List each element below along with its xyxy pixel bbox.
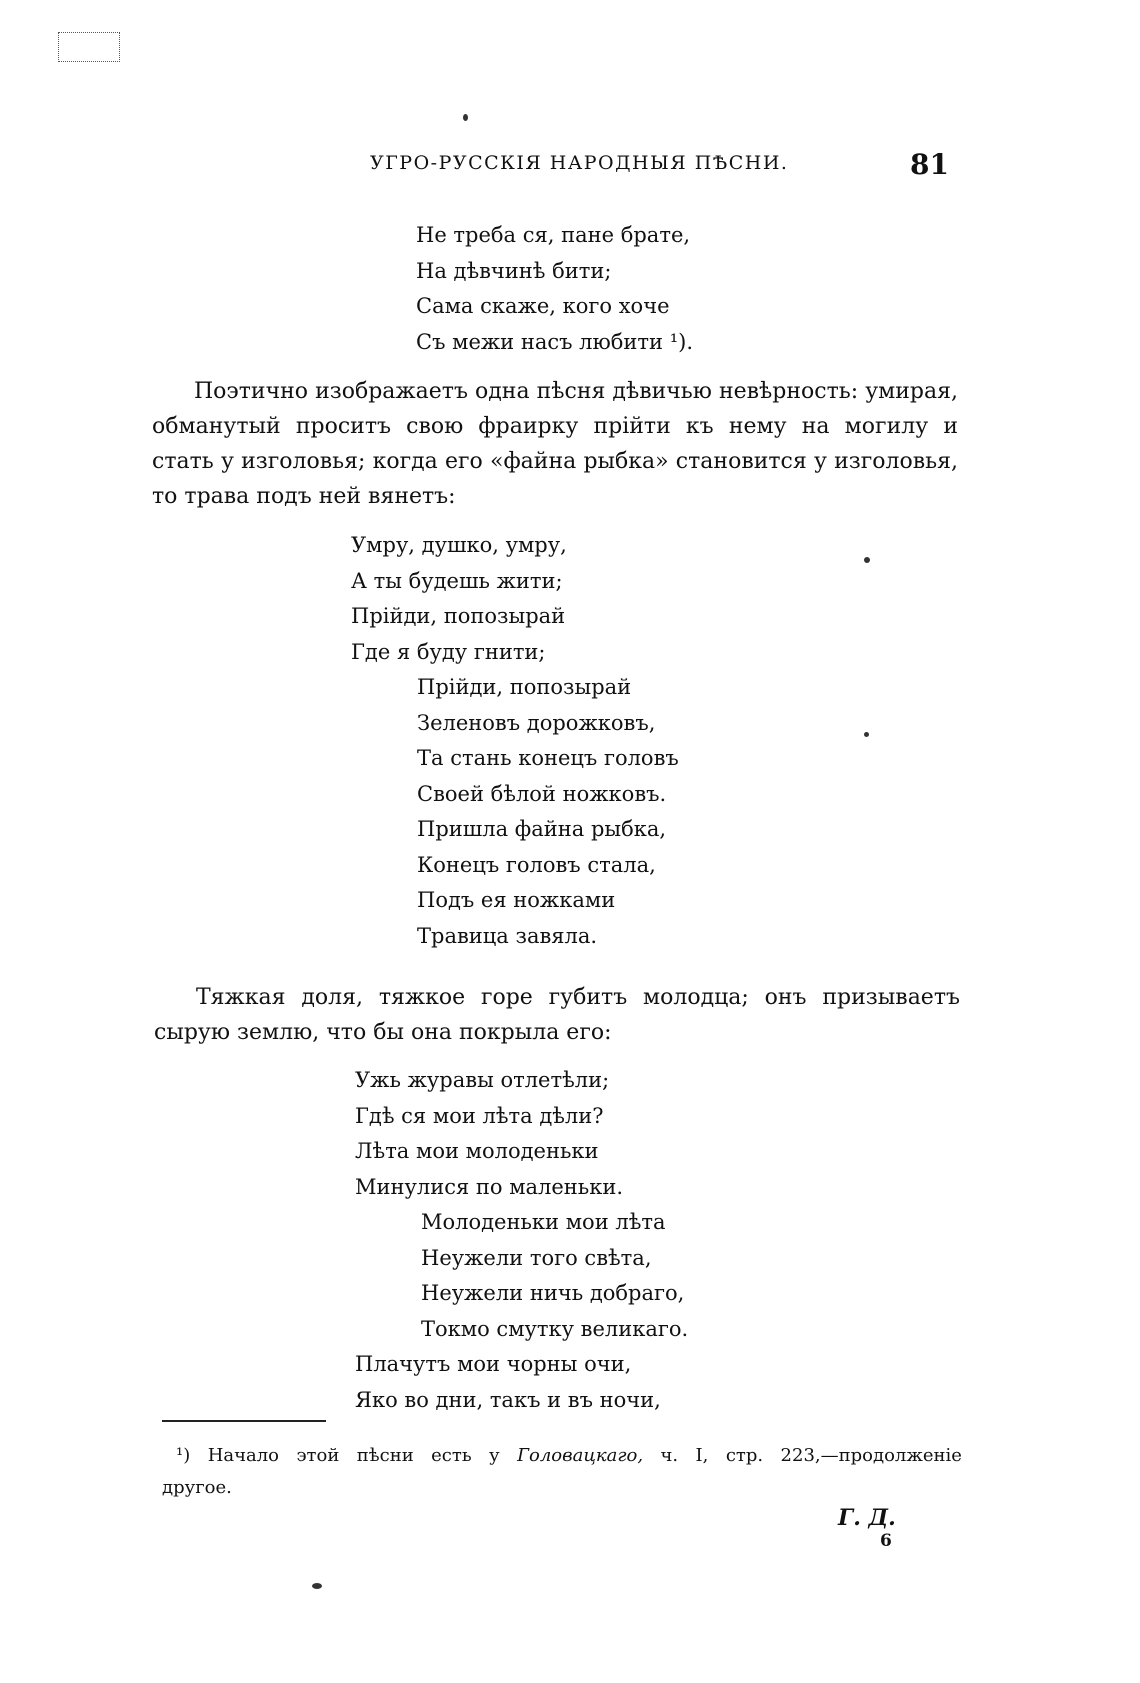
- paragraph-line: то трава подъ ней вянетъ:: [152, 484, 456, 509]
- footnote-line: [162, 1440, 962, 1472]
- verse-line: Конецъ головъ стала,: [417, 852, 656, 877]
- paragraph-2: [154, 980, 960, 1050]
- verse-line: Токмо смутку великаго.: [421, 1316, 689, 1341]
- paragraph-line: стать у изголовья; когда его «файна рыбка» становится у изголовья,: [152, 449, 958, 474]
- ink-speck: [312, 1583, 322, 1589]
- verse-line: Подъ ея ножками: [417, 888, 616, 912]
- paragraph-line: Поэтично изображаетъ одна пѣсня дѣвичью невѣрность: умирая,: [194, 379, 958, 404]
- verse-line: Неужели ничь добраго,: [421, 1281, 685, 1305]
- verse-line: Своей бѣлой ножковъ.: [417, 781, 667, 806]
- verse-line: Зеленовъ дорожковъ,: [417, 710, 656, 735]
- verse-line: Пришла файна рыбка,: [417, 817, 667, 841]
- signature-initials: Г. Д.: [838, 1505, 896, 1531]
- verse-line: Гдѣ ся мои лѣта дѣли?: [355, 1103, 604, 1128]
- verse-line: Ужь журавы отлетѣли;: [355, 1068, 610, 1092]
- footnote-rule: [162, 1420, 326, 1422]
- verse-line: Не треба ся, пане брате,: [416, 223, 691, 247]
- verse-line: А ты будешь жити;: [351, 568, 563, 593]
- verse-stanza-2: [351, 528, 679, 954]
- verse-line: Прійди, попозырай: [417, 675, 632, 699]
- footnote-text: Начало этой пѣсни есть у: [207, 1445, 500, 1466]
- verse-line: Сама скаже, кого хоче: [416, 294, 670, 318]
- verse-line: Где я буду гнити;: [351, 639, 546, 664]
- footnote-mark: ¹): [176, 1445, 191, 1466]
- footnote-author: Головацкаго,: [517, 1445, 644, 1466]
- scan-artifact: [58, 32, 120, 62]
- verse-line: Съ межи насъ любити ¹).: [416, 329, 694, 354]
- verse-line: Прійди, попозырай: [351, 604, 566, 628]
- verse-line: Молоденьки мои лѣта: [421, 1210, 666, 1234]
- footnote-line: другое.: [162, 1477, 232, 1498]
- footnote: [162, 1440, 962, 1504]
- paragraph-line: Тяжкая доля, тяжкое горе губитъ молодца; онъ призываетъ: [196, 985, 960, 1010]
- verse-line: Яко во дни, такъ и въ ночи,: [355, 1387, 661, 1412]
- sheet-number: 6: [880, 1531, 892, 1551]
- page-number: 81: [910, 148, 949, 181]
- ink-speck: [864, 557, 870, 563]
- footnote-text: ч. I, стр. 223,—продолженіе: [660, 1445, 962, 1466]
- ink-speck: [864, 732, 869, 737]
- verse-line: Минулися по маленьки.: [355, 1174, 624, 1199]
- ink-speck: [463, 114, 468, 121]
- verse-stanza-3: [355, 1063, 688, 1418]
- verse-line: Та стань конецъ головъ: [417, 746, 679, 770]
- running-title: УГРО-РУССКІЯ НАРОДНЫЯ ПѢСНИ.: [370, 152, 789, 174]
- paragraph-line: сырую землю, что бы она покрыла его:: [154, 1020, 612, 1045]
- paragraph-1: [152, 374, 958, 514]
- verse-line: Плачутъ мои чорны очи,: [355, 1352, 632, 1376]
- verse-line: На дѣвчинѣ бити;: [416, 258, 612, 283]
- verse-line: Неужели того свѣта,: [421, 1245, 652, 1270]
- verse-line: Лѣта мои молоденьки: [355, 1139, 599, 1163]
- verse-line: Умру, душко, умру,: [351, 533, 567, 557]
- verse-stanza-1: [416, 218, 693, 360]
- verse-line: Травица завяла.: [417, 923, 598, 948]
- paragraph-line: обманутый проситъ свою фраирку прійти къ нему на могилу и: [152, 414, 958, 439]
